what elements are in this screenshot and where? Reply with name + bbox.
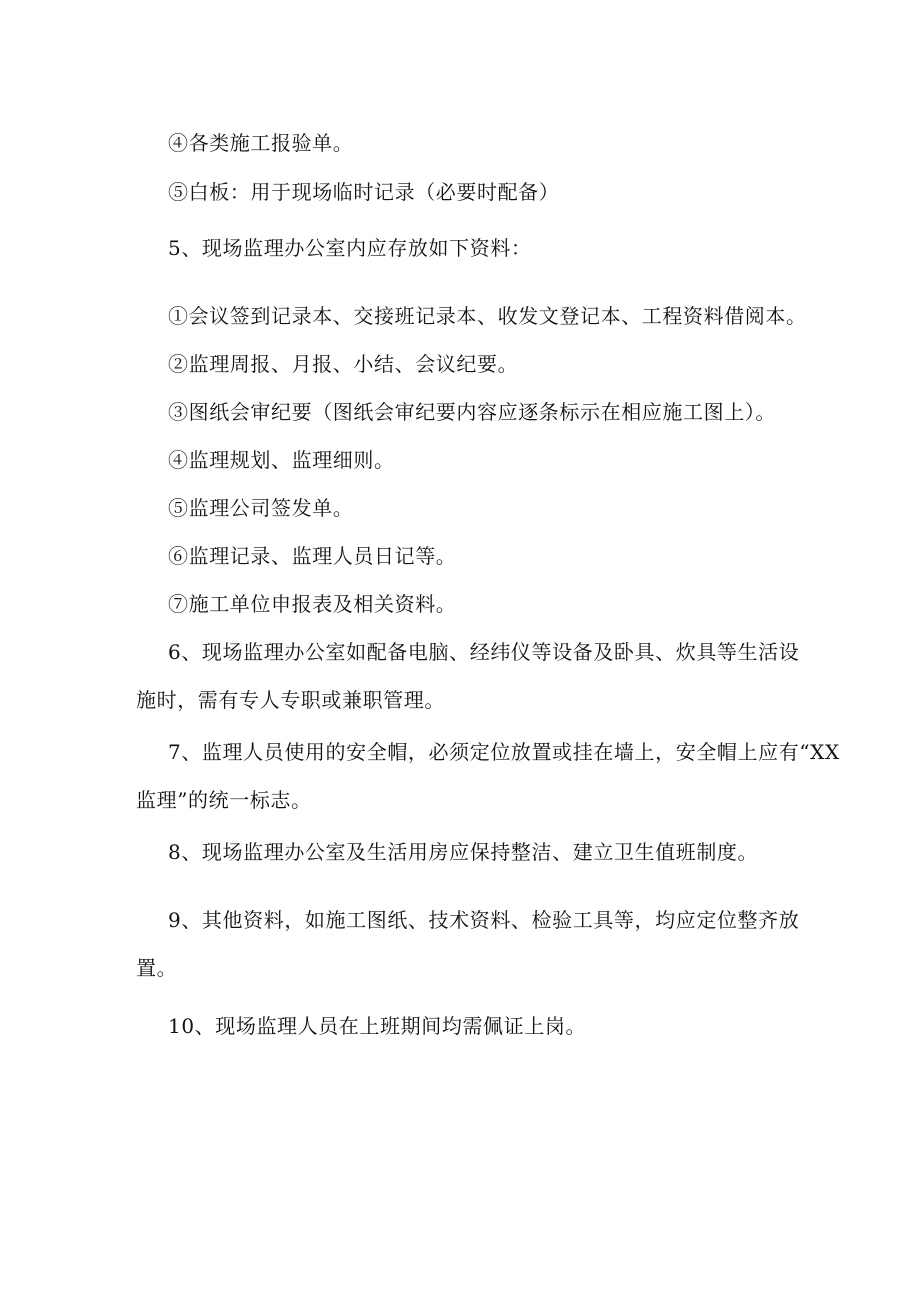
paragraph-7-line-1: 7、监理人员使用的安全帽，必须定位放置或挂在墙上，安全帽上应有“XX [168, 740, 840, 764]
paragraph-6-line-1: 6、现场监理办公室如配备电脑、经纬仪等设备及卧具、炊具等生活设 [168, 640, 800, 664]
paragraph-10: 10、现场监理人员在上班期间均需佩证上岗。 [168, 1014, 587, 1038]
text-line: ④监理规划、监理细则。 [168, 448, 395, 472]
text-line: ⑥监理记录、监理人员日记等。 [168, 544, 457, 568]
paragraph-9-line-2: 置。 [136, 956, 178, 980]
text-line: ①会议签到记录本、交接班记录本、收发文登记本、工程资料借阅本。 [168, 304, 807, 328]
text-line: ⑤白板：用于现场临时记录（必要时配备） [168, 180, 560, 204]
text-line: ⑤监理公司签发单。 [168, 496, 354, 520]
text-line: 5、现场监理办公室内应存放如下资料： [168, 236, 532, 260]
text-line: ⑦施工单位申报表及相关资料。 [168, 592, 457, 616]
text-line: ③图纸会审纪要（图纸会审纪要内容应逐条标示在相应施工图上）。 [168, 400, 776, 424]
paragraph-7-line-2: 监理”的统一标志。 [136, 788, 312, 812]
paragraph-8: 8、现场监理办公室及生活用房应保持整洁、建立卫生值班制度。 [168, 840, 759, 864]
text-line: ④各类施工报验单。 [168, 131, 354, 155]
paragraph-6-line-2: 施时，需有专人专职或兼职管理。 [136, 688, 445, 712]
paragraph-9-line-1: 9、其他资料，如施工图纸、技术资料、检验工具等，均应定位整齐放 [168, 908, 800, 932]
text-line: ②监理周报、月报、小结、会议纪要。 [168, 352, 519, 376]
